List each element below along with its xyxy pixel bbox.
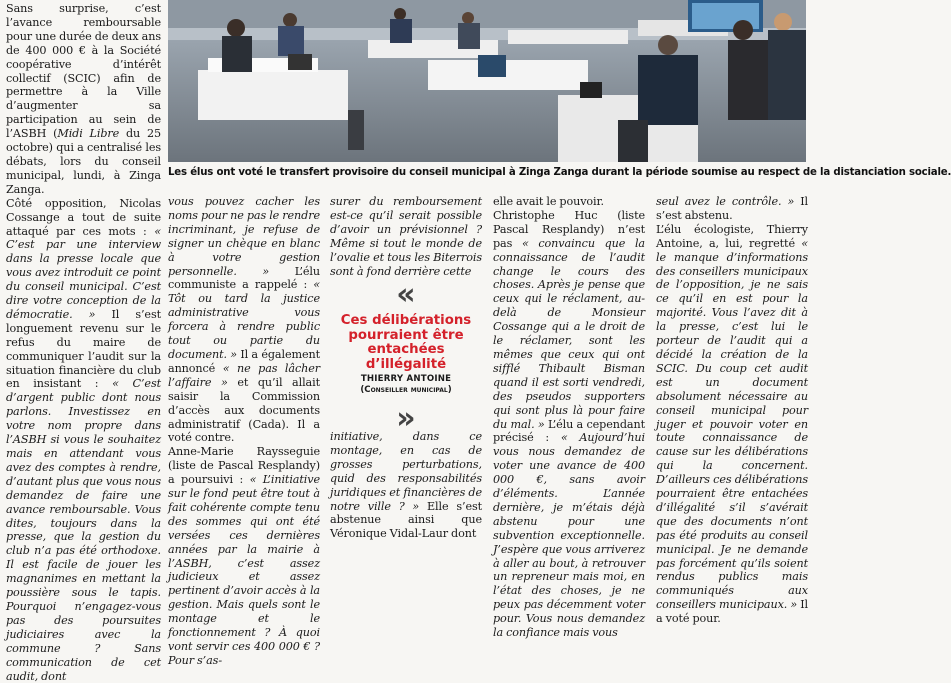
close-quote-icon: » (396, 401, 416, 436)
pull-quote-text: Ces délibérations pourraient être entachées d’illégalité (340, 313, 472, 372)
photo-caption: Les élus ont voté le transfert provisoire du conseil municipal à Zinga Zanga durant la période soumise au respect de la distanciation sociale. (168, 167, 951, 178)
article-column-3 (330, 195, 482, 278)
article-paragraph: Sans surprise, c’est l’avance remboursable pour une durée de deux ans de 400 000 € à la Société coopérative d’intérêt collectif (SCIC) afin de permettre à la Ville d’augmenter sa participation au sein de l’ASBH (Midi Libre du 25 octobre) qui a centralisé les débats, lors du conseil municipal, lundi, à Zinga Zanga. (6, 2, 161, 196)
article-column-2 (168, 195, 320, 668)
article-column-4 (493, 195, 645, 640)
open-quote-icon: « (396, 277, 416, 312)
article-paragraph: initiative, dans ce montage, en cas de grosses perturbations, quid des responsabilités juridiques et financières de notre ville ? » Elle s’est abstenue ainsi que Véronique Vidal-Laur dont (330, 430, 482, 541)
article-paragraph: Côté opposition, Nicolas Cossange a tout de suite attaqué par ces mots : « C’est par une interview dans la presse locale que vous avez introduit ce point du conseil municipal. C’est dire votre conception de la démocratie. » Il s’est longuement revenu sur le refus du maire de communiquer l’audit sur la situation financière du club en insistant : « C’est d’argent public dont nous parlons. Investissez en votre nom propre dans l’ASBH si vous le souhaitez mais en attendant vous avez des comptes à rendre, d’autant plus que vous nous demandez de faire une avance remboursable. Vous dites, toujours dans la presse, que la gestion du club n’a pas été orthodoxe. Il est facile de jouer les magnanimes en mettant la poussière sous le tapis. Pourquoi n’engagez-vous pas des poursuites judiciaires avec la commune ? Sans communication de cet audit, dont (6, 196, 161, 683)
newspaper-source: Midi Libre (57, 127, 120, 141)
article-column-5 (656, 195, 808, 626)
article-paragraph: vous pouvez cacher les noms pour ne pas le rendre incriminant, je refuse de signer un chèque en blanc à votre gestion personnelle. » L’élu communiste a rappelé : « Tôt ou tard la justice administrative vous forcera à rendre public tout ou partie du document. » Il a également annoncé « ne pas lâcher l’affaire » et qu’il allait saisir la Commission d’accès aux documents administratif (Cada). Il a voté contre. (168, 195, 321, 445)
article-paragraph: seul avez le contrôle. » Il s’est abstenu. (656, 195, 808, 222)
council-meeting-photo (168, 0, 806, 162)
pull-quote (330, 277, 482, 436)
article-paragraph: Christophe Huc (liste Pascal Resplandy) n’est pas « convaincu que la connaissance de l’audit change le cours des choses. Après je pense que ceux qui le réclament, au-delà de Monsieur Cossange qui a le droit de le réclamer, sont les mêmes que ceux qui ont sifflé Thibault Bisman quand il est sorti vendredi, des pseudos supporters qui sont plus là pour faire du mal. » L’élu a cependant précisé : « Aujourd’hui vous nous demandez de voter une avance de 400 000 €, sans avoir d’éléments. L’année dernière, je m’étais déjà abstenu pour une subvention exceptionnelle. J’espère que vous arriverez à aller au bout, à retrouver un repreneur mais moi, en l’état des choses, je ne peux pas décemment voter pour. Vous nous demandez la confiance mais vous (493, 208, 646, 640)
article-paragraph: Anne-Marie Raysseguie (liste de Pascal Resplandy) a poursuivi : « L’initiative sur le fond peut être tout à fait cohérente compte tenu des sommes qui ont été versées ces dernières années par la mairie à l’ASBH, c’est assez judicieux et assez pertinent d’avoir accès à la gestion. Mais quels sont le montage et le fonctionnement ? À quoi vont servir ces 400 000 € ? Pour s’as- (168, 445, 320, 667)
article-paragraph: surer du remboursement est-ce qu’il serait possible d’avoir un prévisionnel ? Même si tout le monde de l’ovalie et tous les Biterrois sont à fond derrière cette (330, 195, 482, 278)
pull-quote-role: (Conseiller municipal) (360, 385, 452, 395)
article-column-1 (6, 2, 161, 683)
article-column-3-bottom (330, 430, 482, 541)
council-meeting-illustration (168, 0, 806, 162)
article-paragraph: elle avait le pouvoir. (493, 195, 605, 208)
pull-quote-author: THIERRY ANTOINE (360, 374, 452, 384)
article-paragraph: L’élu écologiste, Thierry Antoine, a, lui, regretté « le manque d’informations des conseillers municipaux de l’opposition, je ne sais ce qu’il en est pour la majorité. Vous l’avez dit à la presse, c’est lui le porteur de l’audit qui a décidé la création de la SCIC. Du coup cet audit est un document absolument nécessaire au conseil municipal pour juger et pouvoir voter en toute connaissance de cause sur les délibérations qui la concernent. D’ailleurs ces délibérations pourraient être entachées d’illégalité s’il s’avérait que des documents n’ont pas été produits au conseil municipal. Je ne demande pas forcément qu’ils soient rendus publics mais communiqués aux conseillers municipaux. » Il a voté pour. (656, 222, 809, 626)
